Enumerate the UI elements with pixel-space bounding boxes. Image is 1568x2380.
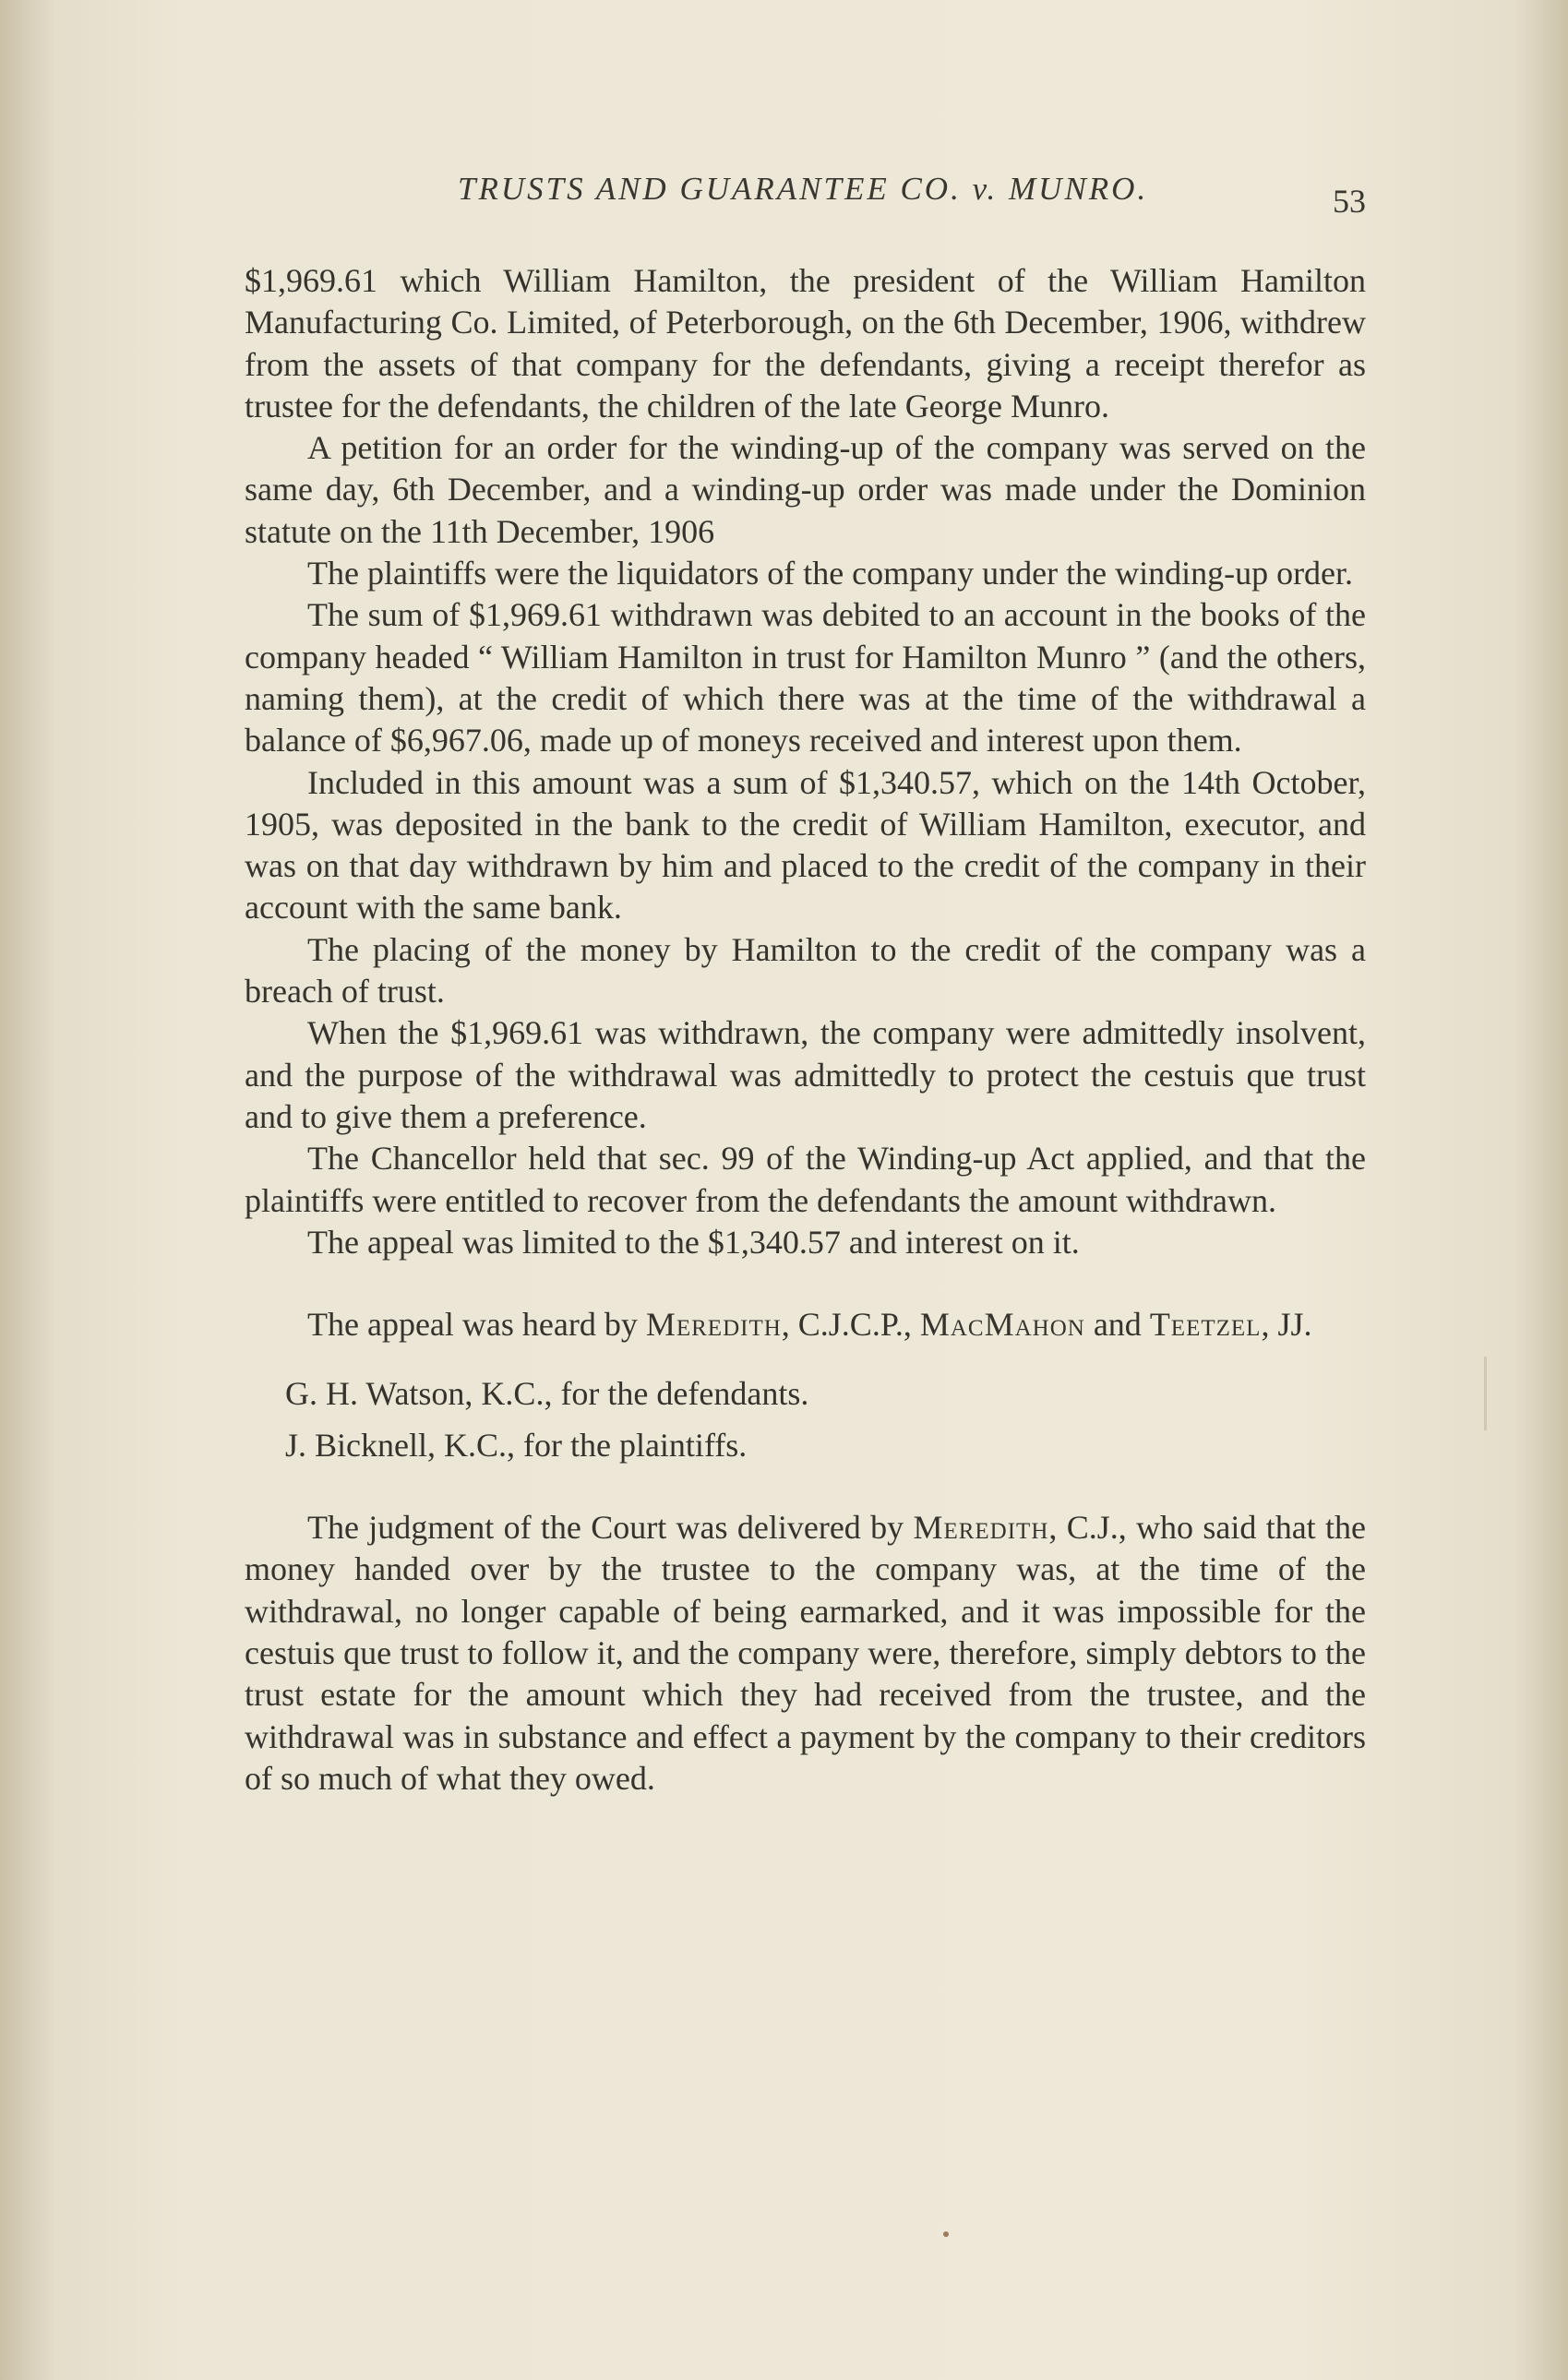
paragraph-debited-sum: The sum of $1,969.61 withdrawn was debited to an account in the books of the company headed “ William Hamilton in trust for Hamilton Munro ” (and the others, naming them), at the credit of which there was at the time of the withdrawal a balance of $6,967.06, made up of moneys received and interest upon them. (245, 596, 1366, 759)
paragraph-petition: A petition for an order for the winding-up of the company was served on the same day, 6th December, and a winding-up order was made under the Dominion statute on the 11th December, 1906 (245, 429, 1366, 550)
paragraph-continuation: $1,969.61 which William Hamilton, the president of the William Hamilton Manufacturing Co. Limited, of Peterborough, on the 6th December, 1906, withdrew from the assets of that company for the defendants, giving a receipt therefor as trustee for the defendants, the children of the late George Munro. (245, 262, 1366, 425)
judgment-text: , C.J., who said that the money handed over by the trustee to the company was, at the time of the withdrawal, no longer capable of being earmarked, and it was impossible for the cestuis que trust to follow it, and the company were, therefore, simply debtors to the trust estate for the amount which they had received from the trustee, and the withdrawal was in substance and effect a payment by the company to their creditors of so much of what they owed. (245, 1509, 1366, 1797)
page-number: 53 (1333, 183, 1366, 220)
page-header (249, 171, 1366, 226)
bench-text: , C.J.C.P., (781, 1306, 920, 1344)
judge-name: MacMahon (919, 1306, 1085, 1344)
paragraph-judgment (245, 1507, 1366, 1800)
judgment-prefix: The judgment of the Court was delivered by (307, 1509, 914, 1547)
paragraph-appeal-limited: The appeal was limited to the $1,340.57 and interest on it. (307, 1223, 1080, 1261)
paragraph-included-amount: Included in this amount was a sum of $1,340.57, which on the 14th October, 1905, was deposited in the bank to the credit of William Hamilton, executor, and was on that day withdrawn by him and placed to the credit of the company in their account with the same bank. (245, 763, 1366, 927)
counsel-defendants: G. H. Watson, K.C., for the defendants. (285, 1375, 809, 1413)
running-title: TRUSTS AND GUARANTEE CO. v. MUNRO. (458, 171, 1149, 207)
paper-crease (1484, 1357, 1487, 1430)
paragraph-breach-of-trust: The placing of the money by Hamilton to the credit of the company was a breach of trust. (245, 930, 1366, 1011)
counsel-list (245, 1373, 1366, 1466)
bench-prefix: The appeal was heard by (307, 1306, 646, 1344)
ink-speck (943, 2231, 949, 2237)
page-body (245, 260, 1366, 1800)
paragraph-bench (245, 1304, 1366, 1345)
judge-name: Teetzel (1149, 1306, 1262, 1344)
paragraph-plaintiffs: The plaintiffs were the liquidators of the company under the winding-up order. (307, 555, 1354, 592)
counsel-plaintiffs: J. Bicknell, K.C., for the plaintiffs. (285, 1426, 748, 1464)
paragraph-insolvency: When the $1,969.61 was withdrawn, the company were admittedly insolvent, and the purpose of the withdrawal was admittedly to protect the cestuis que trust and to give them a preference. (245, 1014, 1366, 1135)
bench-suffix: , JJ. (1261, 1306, 1312, 1344)
judge-name: Meredith (913, 1509, 1049, 1547)
judge-name: Meredith (645, 1306, 782, 1344)
bench-text: and (1084, 1306, 1150, 1344)
paragraph-chancellor-held: The Chancellor held that sec. 99 of the Winding-up Act applied, and that the plaintiffs were entitled to recover from the defendants the amount withdrawn. (245, 1140, 1366, 1219)
